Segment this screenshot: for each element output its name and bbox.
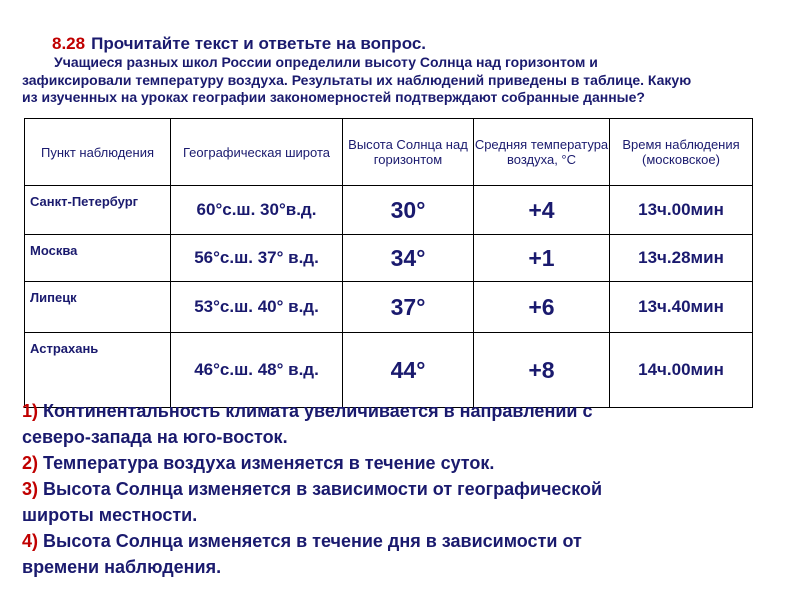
header-temperature: Средняя температура воздуха, °С [474,119,610,186]
task-heading: Прочитайте текст и ответьте на вопрос. [91,34,427,53]
cell-city: Липецк [25,282,171,333]
cell-temperature: +1 [474,235,610,282]
header-time: Время наблюдения (московское) [610,119,753,186]
answer-number: 1) [22,401,39,421]
answer-option-1 [22,398,792,450]
cell-time: 13ч.00мин [610,186,753,235]
cell-city: Москва [25,235,171,282]
answer-text: Высота Солнца изменяется в зависимости от географической [43,479,603,499]
cell-city: Санкт-Петербург [25,186,171,235]
cell-sun-height: 37° [343,282,474,333]
cell-coords: 46°с.ш. 48° в.д. [171,333,343,408]
cell-time: 14ч.00мин [610,333,753,408]
cell-coords: 53°с.ш. 40° в.д. [171,282,343,333]
answer-text: Высота Солнца изменяется в течение дня в зависимости от [43,531,582,551]
task-intro [22,54,782,107]
table-header-row [25,119,753,186]
answer-text: Температура воздуха изменяется в течение суток. [43,453,495,473]
cell-sun-height: 34° [343,235,474,282]
intro-line: зафиксировали температуру воздуха. Результаты их наблюдений приведены в таблице. Какую [22,71,692,88]
table-row [25,186,753,235]
cell-temperature: +6 [474,282,610,333]
intro-line: Учащиеся разных школ России определили высоту Солнца над горизонтом и [54,54,598,70]
header-sun-height: Высота Солнца над горизонтом [343,119,474,186]
answer-text: Континентальность климата увеличивается в направлении с [43,401,593,421]
answer-number: 4) [22,531,39,551]
intro-line: из изученных на уроках географии закономерностей подтверждают собранные данные? [22,89,645,105]
cell-coords: 56°с.ш. 37° в.д. [171,235,343,282]
answer-option-3 [22,476,792,528]
header-latitude: Географическая широта [171,119,343,186]
answer-option-4 [22,528,792,580]
cell-city: Астрахань [25,333,171,408]
cell-sun-height: 30° [343,186,474,235]
task-title [52,34,426,54]
answer-options [22,398,792,580]
answer-text-continued: северо-запада на юго-восток. [22,427,288,447]
task-number: 8.28 [52,34,86,53]
answer-text-continued: широты местности. [22,505,198,525]
observations-table [24,118,753,408]
table-row [25,282,753,333]
answer-text-continued: времени наблюдения. [22,557,222,577]
answer-number: 2) [22,453,39,473]
table-row [25,333,753,408]
answer-option-2 [22,450,792,476]
header-observation-point: Пункт наблюдения [25,119,171,186]
table-row [25,235,753,282]
cell-temperature: +8 [474,333,610,408]
cell-coords: 60°с.ш. 30°в.д. [171,186,343,235]
cell-temperature: +4 [474,186,610,235]
cell-sun-height: 44° [343,333,474,408]
answer-number: 3) [22,479,39,499]
cell-time: 13ч.28мин [610,235,753,282]
cell-time: 13ч.40мин [610,282,753,333]
